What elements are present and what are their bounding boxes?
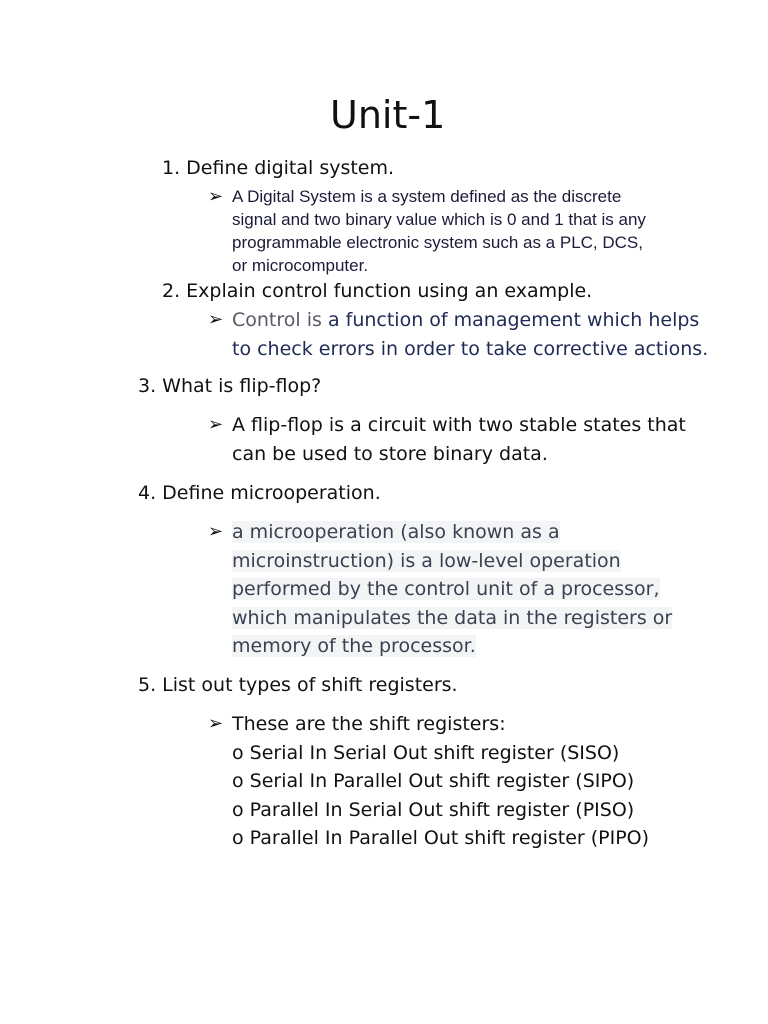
arrow-bullet-icon: ➢ <box>208 309 224 330</box>
answer-1-line: A Digital System is a system defined as the discrete <box>232 187 622 206</box>
question-3: 3. What is flip-flop? <box>138 375 322 397</box>
question-5: 5. List out types of shift registers. <box>138 674 458 696</box>
arrow-bullet-icon: ➢ <box>208 713 224 734</box>
answer-2-prefix: Control is <box>232 309 322 331</box>
arrow-bullet-icon: ➢ <box>208 521 224 542</box>
answer-1-line: signal and two binary value which is 0 and 1 that is any <box>232 210 646 229</box>
question-2: 2. Explain control function using an example. <box>162 280 593 302</box>
arrow-bullet-icon: ➢ <box>208 414 224 435</box>
answer-4 <box>208 518 702 661</box>
answer-3-line: can be used to store binary data. <box>232 442 548 465</box>
answer-1 <box>208 185 712 277</box>
answer-5 <box>208 710 702 853</box>
shift-register-item: o Parallel In Serial Out shift register (PISO) <box>232 798 635 821</box>
answer-2 <box>208 306 709 363</box>
answer-3-line: A flip-flop is a circuit with two stable states that <box>232 414 686 436</box>
page-title: Unit-1 <box>330 93 446 137</box>
answer-2-line: to check errors in order to take corrective actions. <box>232 337 709 360</box>
answer-4-line: a microoperation (also known as a <box>232 521 560 543</box>
shift-register-item: o Parallel In Parallel Out shift register (PIPO) <box>232 827 650 849</box>
shift-register-item: o Serial In Parallel Out shift register (SIPO) <box>232 770 635 792</box>
arrow-bullet-icon: ➢ <box>208 186 224 206</box>
answer-1-line: or microcomputer. <box>232 256 369 275</box>
answer-2-line: a function of management which helps <box>327 309 700 331</box>
answer-5-line: These are the shift registers: <box>232 713 506 735</box>
answer-4-line: performed by the control unit of a processor, <box>232 578 660 600</box>
question-1: 1. Define digital system. <box>162 157 395 179</box>
answer-4-line: which manipulates the data in the registers or <box>232 606 673 629</box>
answer-4-line: microinstruction) is a low-level operation <box>232 549 621 572</box>
answer-4-line: memory of the processor. <box>232 635 476 657</box>
shift-register-item: o Serial In Serial Out shift register (SISO) <box>232 741 620 764</box>
answer-3 <box>208 411 702 468</box>
answer-1-line: programmable electronic system such as a PLC, DCS, <box>232 233 643 252</box>
question-4: 4. Define microoperation. <box>138 482 381 504</box>
